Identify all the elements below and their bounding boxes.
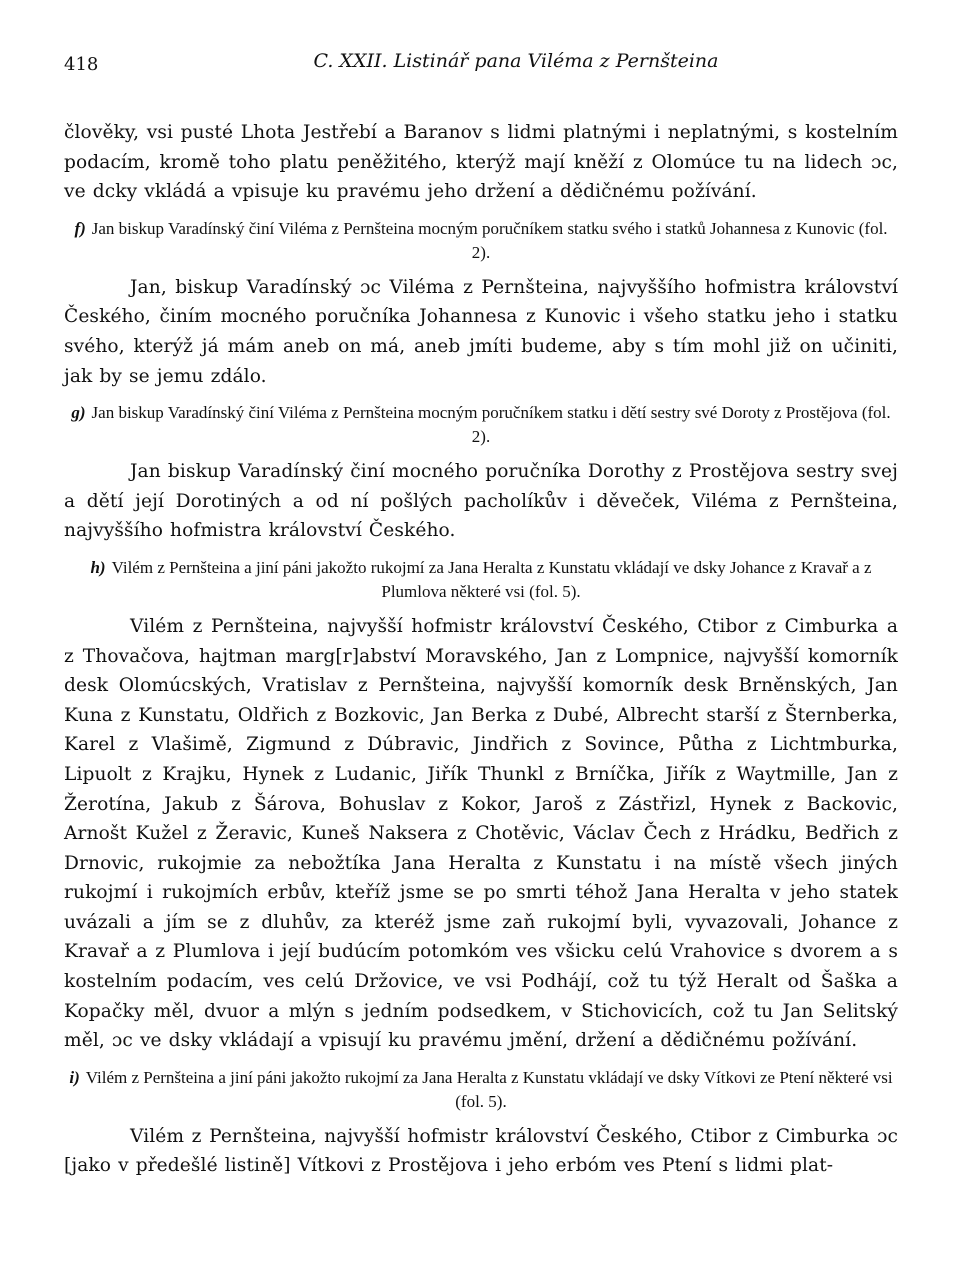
section-letter: g) (71, 403, 86, 423)
section-text: Vilém z Pernšteina, najvyšší hofmistr království Českého, Ctibor z Cimburka ɔc [jako v předešlé listině] Vítkovi z Prostějova i jeho erbóm ves Ptení s lidmi plat- (64, 1125, 898, 1177)
chapter-title: C. XXII. Listinář pana Viléma z Pernšteina (313, 50, 719, 72)
regest-heading (64, 1066, 898, 1114)
section-f (64, 217, 898, 391)
regest-text: Vilém z Pernšteina a jiní páni jakožto rukojmí za Jana Heralta z Kunstatu vkládají ve dsky Johance z Kravař a z Plumlova některé vsi (fol. 5). (111, 557, 872, 601)
regest-text: Jan biskup Varadínský činí Viléma z Pernšteina mocným poručníkem statku svého i statků Johannesa z Kunovic (fol. 2). (91, 218, 888, 262)
running-header (64, 48, 898, 80)
section-text: Jan, biskup Varadínský ɔc Viléma z Pernšteina, najvyššího hofmistra království Českého, činím mocného poručníka Johannesa z Kunovic i všeho statku jeho i statku svého, kterýž já mám aneb on má, aneb jmíti budeme, aby s tím mohl již on učiniti, jak by se jemu zdálo. (64, 276, 898, 387)
section-letter: h) (90, 557, 106, 577)
regest-text: Vilém z Pernšteina a jiní páni jakožto rukojmí za Jana Heralta z Kunstatu vkládají ve dsky Vítkovi ze Ptení některé vsi (fol. 5). (85, 1067, 893, 1111)
regest-heading (64, 556, 898, 604)
section-text: Jan biskup Varadínský činí mocného poručníka Dorothy z Prostějova sestry svej a dětí její Dorotiných a od ní pošlých pacholíkův i děveček, Viléma z Pernšteina, najvyššího hofmistra království Českého. (64, 461, 898, 542)
intro-paragraph: člověky, vsi pusté Lhota Jestřebí a Baranov s lidmi platnými i neplatnými, s kostelním podacím, kromě toho platu peněžitého, kterýž mají kněží z Olomúce tu na lidech ɔc, ve dcky vkládá a vpisuje ku pravému jeho držení a dědičnému požívání. (64, 122, 898, 203)
section-g (64, 401, 898, 546)
regest-text: Jan biskup Varadínský činí Viléma z Pernšteina mocným poručníkem statku i dětí sestry své Doroty z Prostějova (fol. 2). (91, 403, 891, 447)
section-letter: f) (74, 218, 86, 238)
page-number: 418 (64, 54, 99, 75)
section-h (64, 556, 898, 1056)
section-letter: i) (69, 1067, 80, 1087)
section-i (64, 1066, 898, 1181)
regest-heading (64, 401, 898, 449)
regest-heading (64, 217, 898, 265)
section-text: Vilém z Pernšteina, najvyšší hofmistr království Českého, Ctibor z Cimburka a z Thovačova, hajtman marg[r]abství Moravského, Jan z Lompnice, najvyšší komorník desk Olomúcských, Vratislav z Pernšteina, najvyšší komorník desk Brněnských, Jan Kuna z Kunstatu, Oldřich z Bozkovic, Jan Berka z Dubé, Albrecht starší z Šternberka, Karel z Vlašimě, Zigmund z Dúbravic, Jindřich z Sovince, Půtha z Lichtmburka, Lipuolt z Krajku, Hynek z Ludanic, Jiřík Thunkl z Brníčka, Jiřík z Waytmille, Jan z Žerotína, Jakub z Šárova, Bohuslav z Kokor, Jaroš z Zástřizl, Hynek z Backovic, Arnošt Kužel z Žeravic, Kuneš Naksera z Chotěvic, Václav Čech z Hrádku, Bedřich z Drnovic, rukojmie za nebožtíka Jana Heralta z Kunstatu i na místě všech jiných rukojmí i rukojmích erbův, kteříž jsme se po smrti téhož Jana Heralta v jeho statek uvázali a jím se z dluhův, za kteréž jsme zaň rukojmí byli, vyvazovali, Johance z Kravař a z Plumlova i její budúcím potomkóm ves všicku celú Vrahovice s dvorem a s kostelním podacím, ves celú Držovice, ve vsi Podhájí, což tu týž Heralt od Šaška a Kopačky měl, dvuor a mlýn s jedním podsedkem, v Stichovicích, což tu Jan Selitský měl, ɔc ve dsky vkládají a vpisují ku pravému jmění, držení a dědičnému požívání. (64, 615, 898, 1052)
